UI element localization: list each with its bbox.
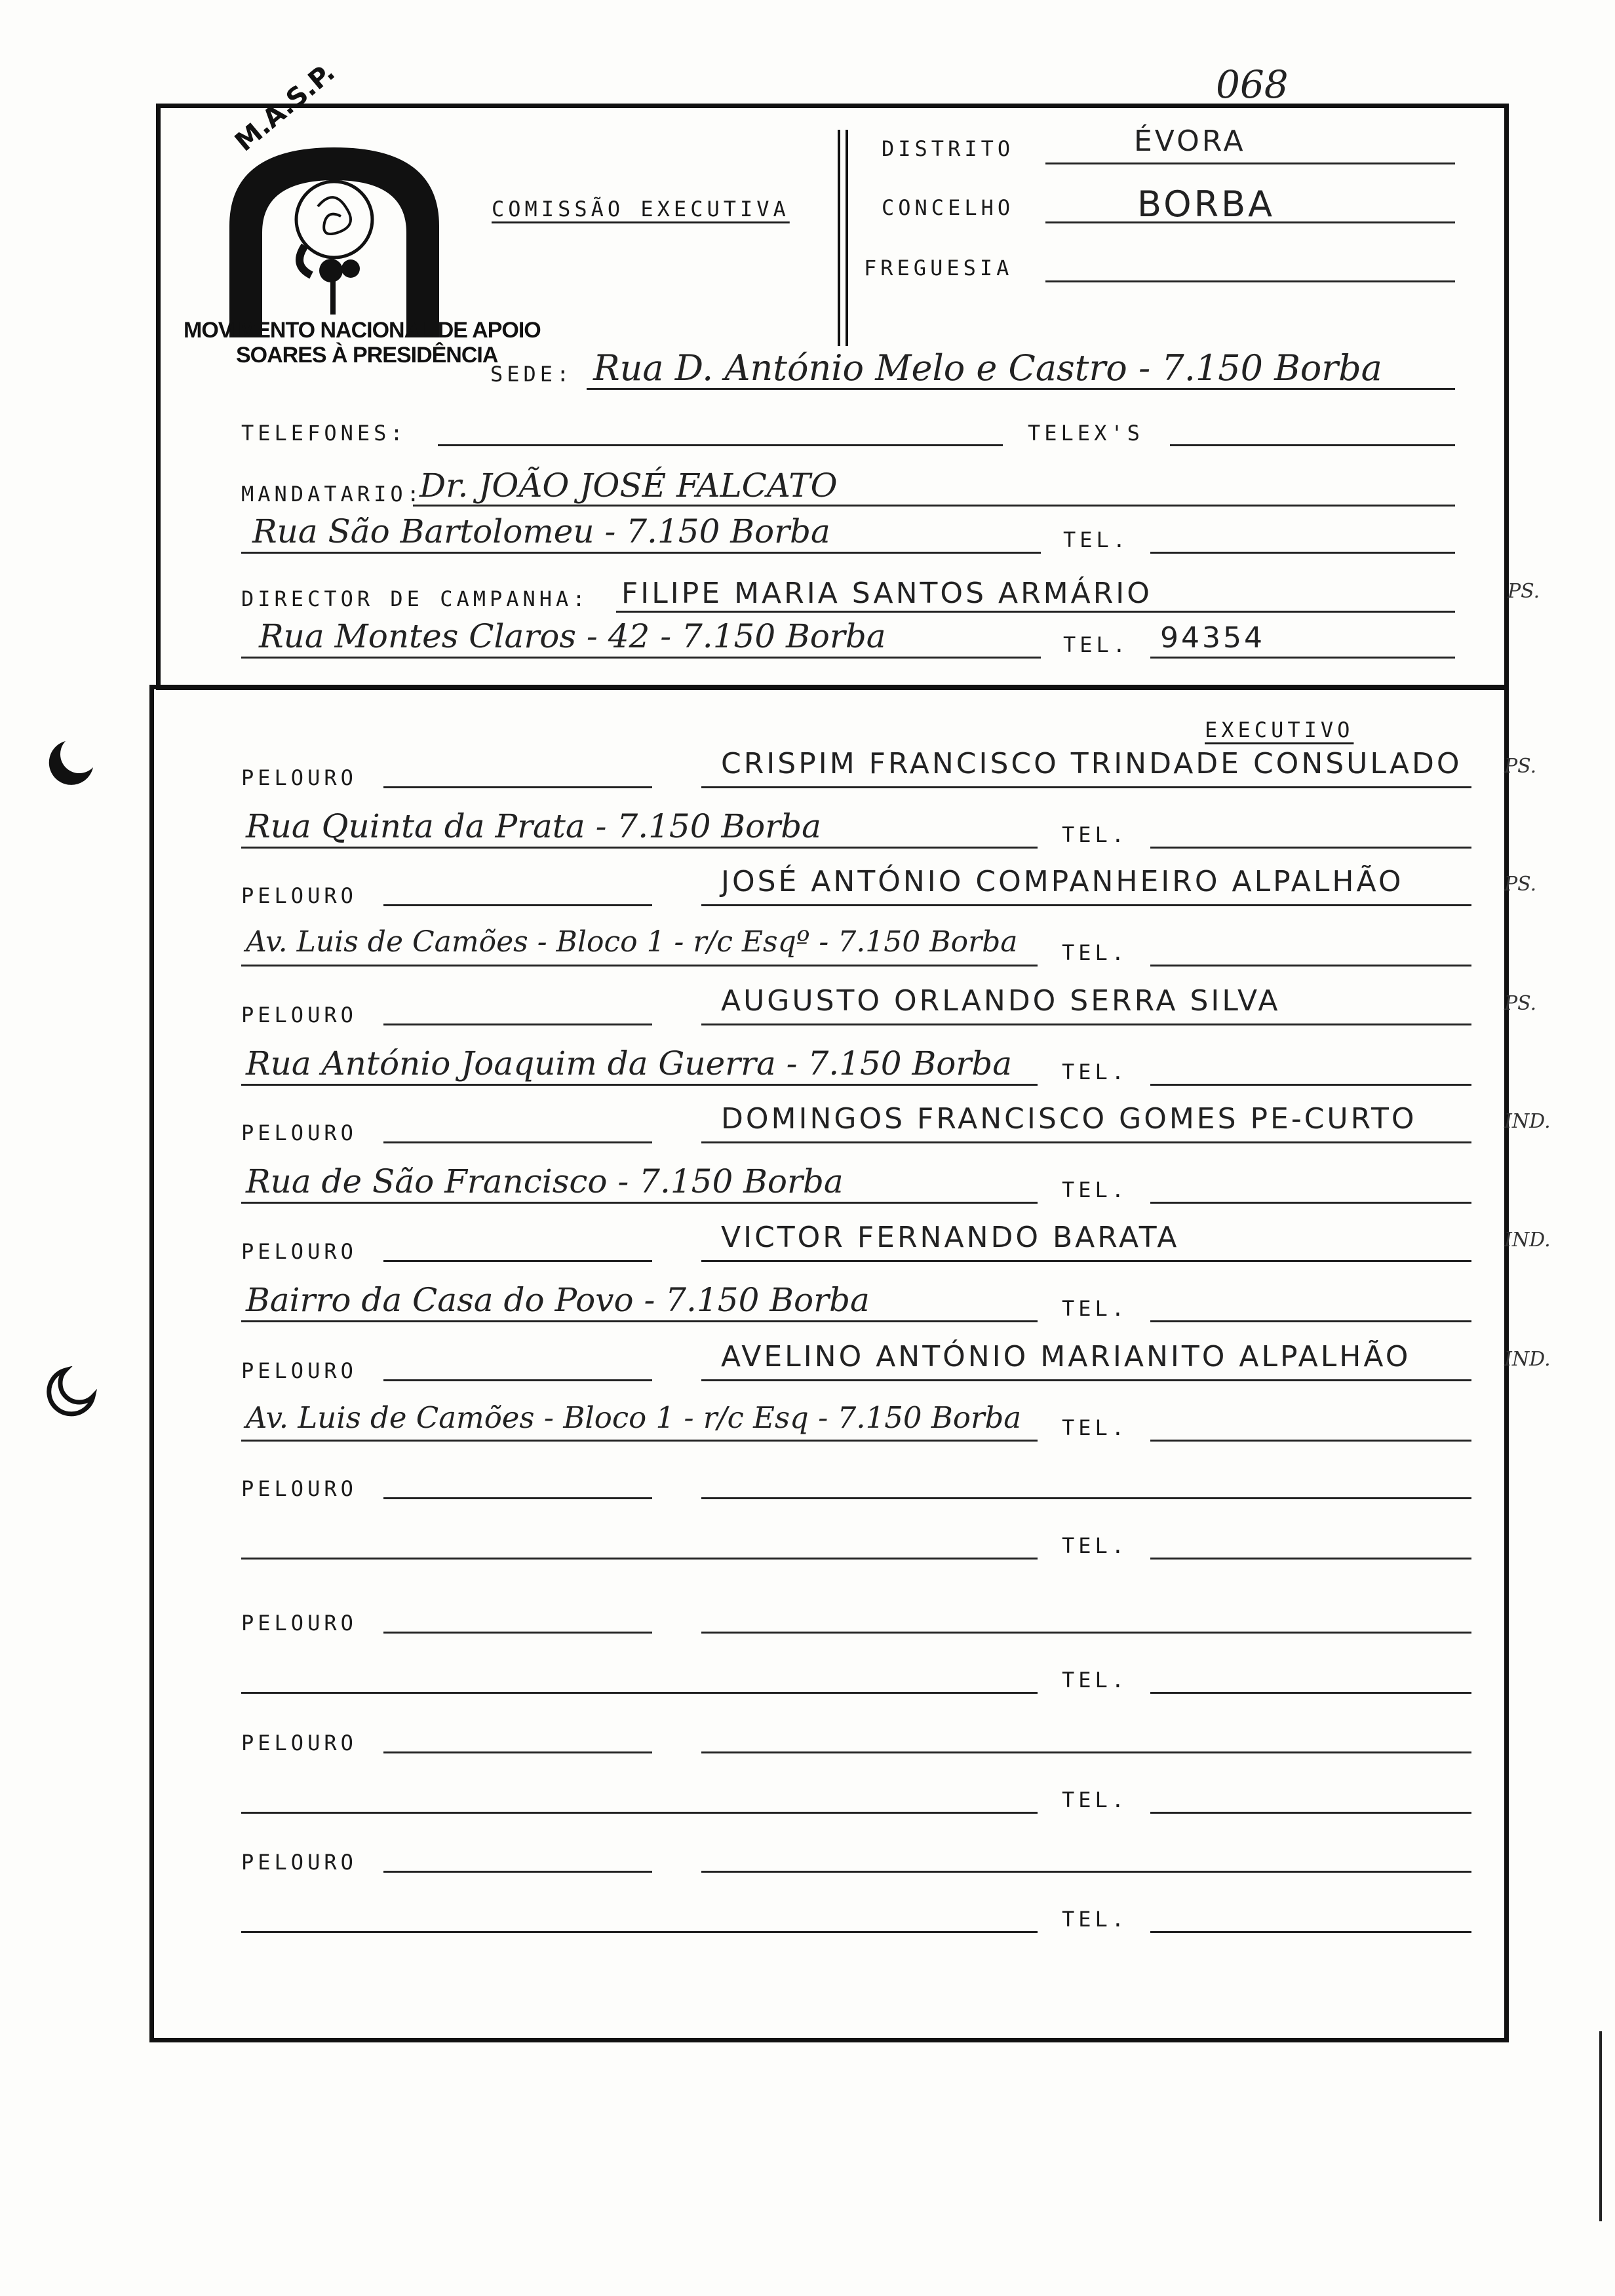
concelho-label: CONCELHO — [882, 195, 1015, 220]
pelouro-line — [383, 1260, 652, 1262]
divider-rule — [846, 130, 848, 346]
pelouro-line — [383, 904, 652, 906]
member-address-line — [241, 1320, 1038, 1322]
member-address: Rua de São Francisco - 7.150 Borba — [246, 1162, 844, 1200]
pelouro-label: PELOURO — [241, 1003, 357, 1027]
binder-hole-mark — [46, 737, 98, 790]
director-address: Rua Montes Claros - 42 - 7.150 Borba — [259, 617, 886, 655]
logo-line1: MOVIMENTO NACIONAL DE APOIO — [184, 318, 541, 343]
member-address: Rua Quinta da Prata - 7.150 Borba — [246, 807, 821, 845]
sede-label: SEDE: — [490, 362, 574, 387]
member-tel-line — [1150, 1084, 1471, 1086]
pelouro-label: PELOURO — [241, 1239, 357, 1264]
distrito-label: DISTRITO — [882, 136, 1015, 161]
member-name: VICTOR FERNANDO BARATA — [721, 1221, 1180, 1254]
member-tel-line — [1150, 1692, 1471, 1694]
director-tel-label: TEL. — [1063, 632, 1130, 657]
member-tel-line — [1150, 847, 1471, 849]
member-name: AUGUSTO ORLANDO SERRA SILVA — [721, 984, 1281, 1018]
member-address-line — [241, 1692, 1038, 1694]
pelouro-label: PELOURO — [241, 1850, 357, 1875]
sede-value: Rua D. António Melo e Castro - 7.150 Borba — [593, 347, 1382, 389]
executivo-heading: EXECUTIVO — [1205, 718, 1354, 742]
member-tel-line — [1150, 1202, 1471, 1204]
member-address-line — [241, 1440, 1038, 1442]
member-note: PS. — [1504, 992, 1537, 1015]
pelouro-label: PELOURO — [241, 1476, 357, 1501]
member-tel-line — [1150, 1812, 1471, 1814]
member-note: IND. — [1504, 1229, 1551, 1252]
pelouro-label: PELOURO — [241, 1120, 357, 1145]
pelouro-line — [383, 1024, 652, 1025]
member-tel-line — [1150, 1931, 1471, 1933]
member-note: IND. — [1504, 1110, 1551, 1133]
member-tel-line — [1150, 1558, 1471, 1559]
member-name-line — [701, 1632, 1471, 1634]
member-tel-line — [1150, 965, 1471, 966]
member-name-line — [701, 1260, 1471, 1262]
director-tel: 94354 — [1160, 621, 1265, 655]
mandatario-address-line — [241, 552, 1041, 554]
distrito-line — [1045, 163, 1455, 164]
member-tel-label: TEL. — [1062, 1668, 1129, 1693]
mandatario-label: MANDATARIO: — [241, 482, 423, 507]
concelho-value: BORBA — [1137, 183, 1275, 225]
telex-label: TELEX'S — [1028, 421, 1144, 446]
mandatario-tel-line — [1150, 552, 1455, 554]
member-tel-label: TEL. — [1062, 1533, 1129, 1558]
freguesia-label: FREGUESIA — [864, 256, 1013, 280]
member-name-line — [701, 1141, 1471, 1143]
member-tel-label: TEL. — [1062, 1296, 1129, 1321]
member-tel-label: TEL. — [1062, 1788, 1129, 1812]
member-address-line — [241, 965, 1038, 966]
pelouro-line — [383, 1497, 652, 1499]
pelouro-line — [383, 1379, 652, 1381]
director-name: FILIPE MARIA SANTOS ARMÁRIO — [621, 577, 1152, 610]
member-name-line — [701, 1024, 1471, 1025]
member-address-line — [241, 1558, 1038, 1559]
binder-hole-mark — [46, 1366, 98, 1419]
member-address: Av. Luis de Camões - Bloco 1 - r/c Esq - 7.150 Borba — [246, 1400, 1022, 1435]
director-address-line — [241, 657, 1041, 659]
member-tel-label: TEL. — [1062, 1060, 1129, 1084]
pelouro-label: PELOURO — [241, 765, 357, 790]
member-name-line — [701, 786, 1471, 788]
member-name-line — [701, 1751, 1471, 1753]
telefones-label: TELEFONES: — [241, 421, 407, 446]
pelouro-label: PELOURO — [241, 1611, 357, 1636]
pelouro-label: PELOURO — [241, 1731, 357, 1755]
member-tel-label: TEL. — [1062, 1907, 1129, 1932]
logo-line2: SOARES À PRESIDÊNCIA — [236, 343, 498, 368]
pelouro-line — [383, 1751, 652, 1753]
member-tel-label: TEL. — [1062, 1177, 1129, 1202]
member-name: DOMINGOS FRANCISCO GOMES PE-CURTO — [721, 1102, 1417, 1136]
director-line — [616, 611, 1455, 613]
member-tel-label: TEL. — [1062, 940, 1129, 965]
member-name: CRISPIM FRANCISCO TRINDADE CONSULADO — [721, 747, 1462, 780]
member-address: Bairro da Casa do Povo - 7.150 Borba — [246, 1281, 870, 1319]
telex-line — [1170, 444, 1455, 446]
member-note: IND. — [1504, 1348, 1551, 1371]
pelouro-line — [383, 1141, 652, 1143]
scan-edge-mark — [1599, 2031, 1602, 2221]
member-address: Rua António Joaquim da Guerra - 7.150 Borba — [246, 1044, 1013, 1082]
mandatario-line — [413, 505, 1455, 507]
commission-title: COMISSÃO EXECUTIVA — [492, 197, 790, 221]
member-note: PS. — [1504, 755, 1537, 778]
logo-acronym: M.A.S.P. — [229, 57, 341, 158]
member-name: AVELINO ANTÓNIO MARIANITO ALPALHÃO — [721, 1340, 1411, 1373]
member-tel-line — [1150, 1320, 1471, 1322]
member-tel-label: TEL. — [1062, 822, 1129, 847]
director-label: DIRECTOR DE CAMPANHA: — [241, 586, 589, 611]
pelouro-label: PELOURO — [241, 1358, 357, 1383]
distrito-value: ÉVORA — [1134, 124, 1246, 158]
pelouro-line — [383, 1871, 652, 1873]
member-address-line — [241, 1812, 1038, 1814]
divider-rule — [838, 130, 840, 346]
member-note: PS. — [1504, 873, 1537, 896]
member-name-line — [701, 1379, 1471, 1381]
pelouro-line — [383, 1632, 652, 1634]
telefones-line — [438, 444, 1003, 446]
director-tel-line — [1150, 657, 1455, 659]
page-number: 068 — [1216, 62, 1289, 107]
member-name-line — [701, 1871, 1471, 1873]
member-address-line — [241, 1084, 1038, 1086]
mandatario-tel-label: TEL. — [1063, 527, 1130, 552]
mandatario-name: Dr. JOÃO JOSÉ FALCATO — [419, 467, 838, 505]
member-address: Av. Luis de Camões - Bloco 1 - r/c Esqº - 7.150 Borba — [246, 925, 1018, 959]
member-name: JOSÉ ANTÓNIO COMPANHEIRO ALPALHÃO — [721, 865, 1404, 898]
freguesia-line — [1045, 280, 1455, 282]
director-note: PS. — [1508, 580, 1540, 603]
member-address-line — [241, 847, 1038, 849]
pelouro-label: PELOURO — [241, 883, 357, 908]
member-name-line — [701, 1497, 1471, 1499]
member-address-line — [241, 1931, 1038, 1933]
member-tel-line — [1150, 1440, 1471, 1442]
pelouro-line — [383, 786, 652, 788]
member-address-line — [241, 1202, 1038, 1204]
member-name-line — [701, 904, 1471, 906]
mandatario-address: Rua São Bartolomeu - 7.150 Borba — [252, 512, 830, 550]
member-tel-label: TEL. — [1062, 1415, 1129, 1440]
